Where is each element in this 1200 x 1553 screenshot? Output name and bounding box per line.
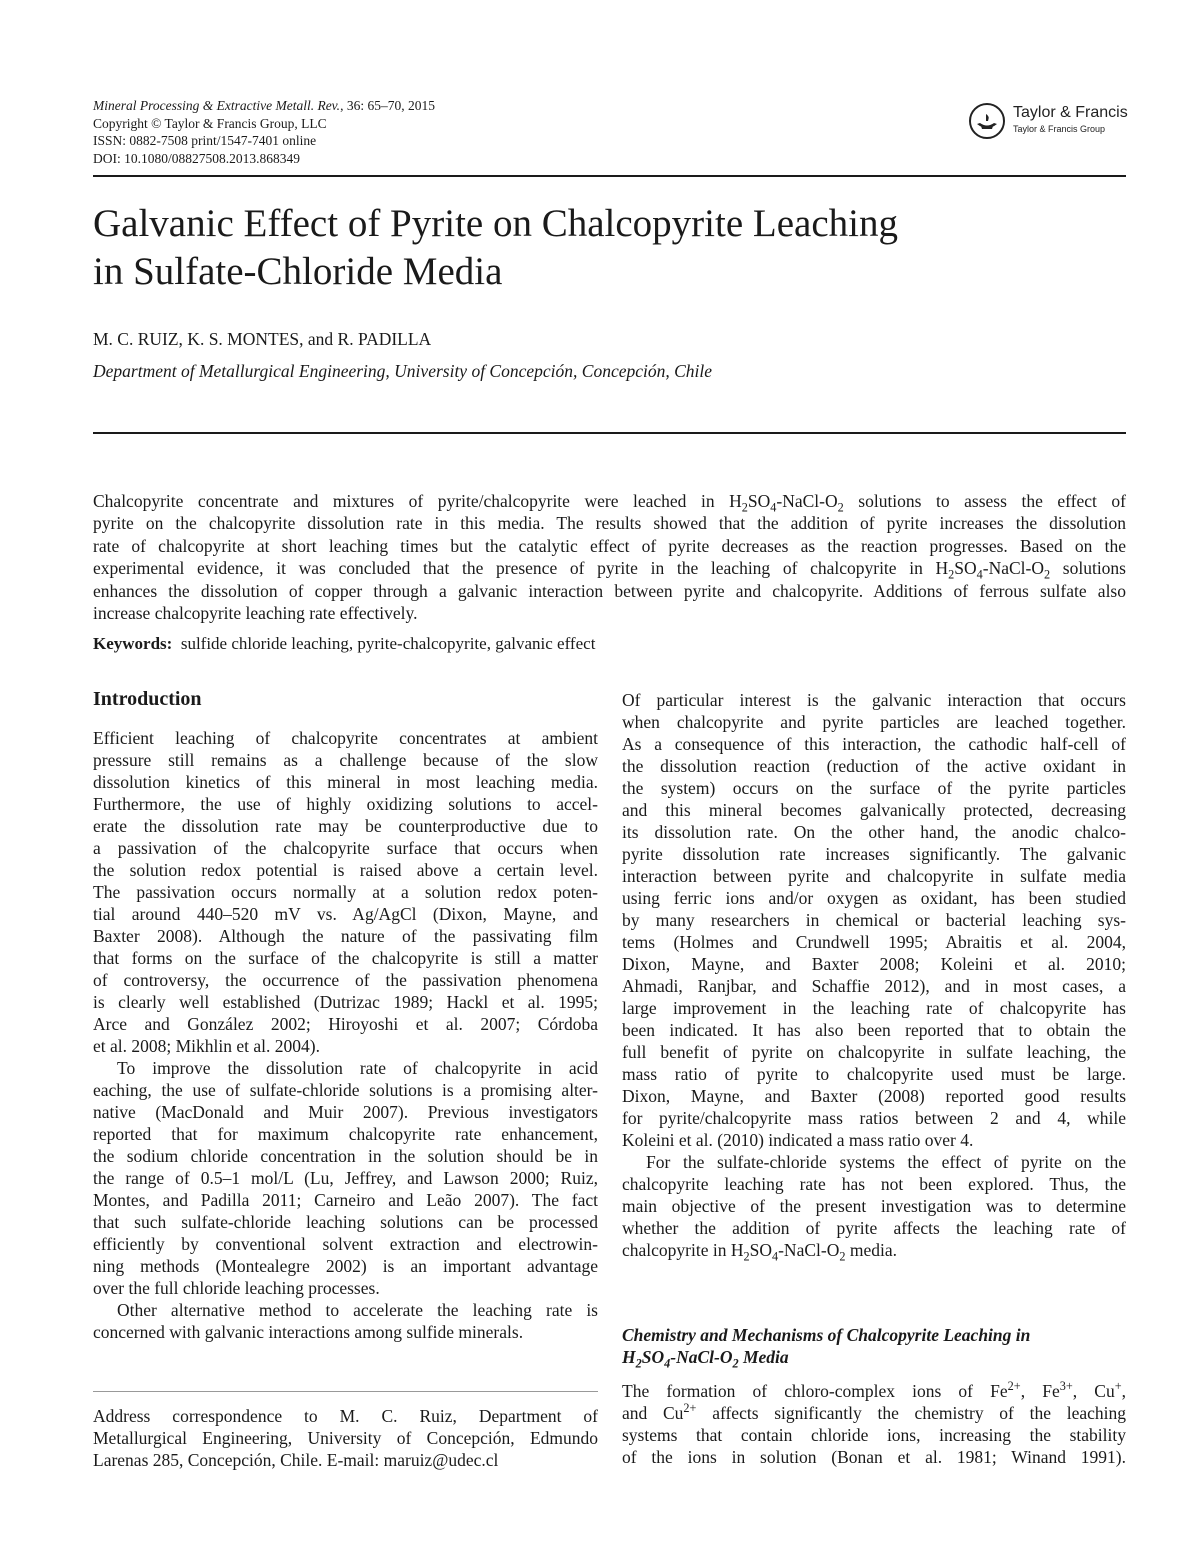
paragraph-line: The passivation occurs normally at a solution redox poten-: [93, 882, 598, 902]
paragraph-line: To improve the dissolution rate of chalcopyrite in acid: [117, 1058, 598, 1078]
paragraph-line: large improvement in the leaching rate of chalcopyrite has: [622, 998, 1126, 1018]
right-column-text: [622, 689, 1126, 1239]
paragraph-line: Furthermore, the use of highly oxidizing solutions to accel-: [93, 794, 598, 814]
title-line-1: Galvanic Effect of Pyrite on Chalcopyrite Leaching: [93, 202, 898, 245]
paragraph-line: and this mineral becomes galvanically protected, decreasing: [622, 800, 1126, 820]
paragraph-line: full benefit of pyrite on chalcopyrite in sulfate leaching, the: [622, 1042, 1126, 1062]
left-column-text: [93, 727, 598, 1343]
paragraph-line: Ahmadi, Ranjbar, and Schaffie 2012), and in most cases, a: [622, 976, 1126, 996]
abstract-line: enhances the dissolution of copper through a galvanic interaction between pyrite and chalcopyrite. Additions of ferrous sulfate also: [93, 580, 1126, 601]
paragraph-line: pyrite dissolution rate increases significantly. The galvanic: [622, 844, 1126, 864]
paragraph-line: For the sulfate-chloride systems the effect of pyrite on the: [646, 1152, 1126, 1172]
paragraph-line: As a consequence of this interaction, the cathodic half-cell of: [622, 734, 1126, 754]
paragraph-line: Montes, and Padilla 2011; Carneiro and Leão 2007). The fact: [93, 1190, 598, 1210]
paragraph-line: Baxter 2008). Although the nature of the passivating film: [93, 926, 598, 946]
paragraph-line: by many researchers in chemical or bacterial leaching sys-: [622, 910, 1126, 930]
heading-line: Chemistry and Mechanisms of Chalcopyrite Leaching in: [622, 1325, 1031, 1345]
paragraph-line: Of particular interest is the galvanic interaction that occurs: [622, 690, 1126, 710]
paragraph-line: interaction between pyrite and chalcopyrite in sulfate media: [622, 866, 1126, 886]
paragraph-line: that such sulfate-chloride leaching solutions can be processed: [93, 1212, 598, 1232]
chemistry-paragraph: [622, 1380, 1126, 1468]
paragraph-line: chalcopyrite leaching rate has not been explored. Thus, the: [622, 1174, 1126, 1194]
paragraph-line: and $Cu^{2+}$ affects significantly the chemistry of the leaching: [622, 1401, 1126, 1423]
paragraph-line: concerned with galvanic interactions among sulfide minerals.: [93, 1322, 524, 1342]
abstract-line: rate of chalcopyrite at short leaching times but the catalytic effect of pyrite decreases as the reaction progresses. Based on the: [93, 535, 1126, 556]
journal-metadata: [93, 97, 435, 167]
paragraph-line: the range of 0.5–1 mol/L (Lu, Jeffrey, and Lawson 2000; Ruiz,: [93, 1168, 598, 1188]
paragraph-line: Arce and González 2002; Hiroyoshi et al. 2007; Córdoba: [93, 1014, 598, 1034]
paragraph-line: dissolution kinetics of this mineral in most leaching media.: [93, 772, 598, 792]
paragraph-line: Koleini et al. (2010) indicated a mass ratio over 4.: [622, 1130, 974, 1150]
address-line: Metallurgical Engineering, University of Concepción, Edmundo: [93, 1428, 598, 1448]
paragraph-line: its dissolution rate. On the other hand, the anodic chalco-: [622, 822, 1126, 842]
header-divider: [93, 175, 1126, 177]
paragraph-line: efficiently by conventional solvent extraction and electrowin-: [93, 1234, 598, 1254]
paragraph-line: erate the dissolution rate may be counterproductive due to: [93, 816, 598, 836]
correspondence-address: [93, 1405, 598, 1471]
publisher-group: Taylor & Francis Group: [1013, 124, 1106, 134]
abstract: [93, 490, 1126, 624]
paragraph-line: of the ions in solution (Bonan et al. 1981; Winand 1991).: [622, 1447, 1126, 1467]
section-heading-chemistry: [622, 1324, 1031, 1371]
paragraph-line: The formation of chloro-complex ions of $Fe^{2+}$, $Fe^{3+}$, Cu+,: [622, 1379, 1126, 1401]
publisher-name: Taylor & Francis: [1013, 104, 1128, 121]
section-heading-introduction: Introduction: [93, 688, 202, 710]
paragraph-line: tial around 440–520 mV vs. Ag/AgCl (Dixon, Mayne, and: [93, 904, 598, 924]
paragraph-line: using ferric ions and/or oxygen as oxidant, has been studied: [622, 888, 1126, 908]
abstract-line: experimental evidence, it was concluded that the presence of pyrite in the leaching of chalcopyrite in $H_2SO_4-NaCl-O_2$ solutions: [93, 558, 1126, 582]
paragraph-line: Dixon, Mayne, and Baxter 2008; Koleini et al. 2010;: [622, 954, 1126, 974]
doi-line[interactable]: DOI: 10.1080/08827508.2013.868349: [93, 150, 300, 166]
paragraph-line: Other alternative method to accelerate the leaching rate is: [117, 1300, 598, 1320]
keywords: [93, 634, 595, 654]
paragraph-line: mass ratio of pyrite to chalcopyrite used must be large.: [622, 1064, 1126, 1084]
journal-name: Mineral Processing & Extractive Metall. Rev.: [93, 98, 341, 113]
paragraph-line: chalcopyrite in $H_2SO_4-NaCl-O_2$ media.: [622, 1240, 897, 1264]
publisher-logo: [968, 100, 1128, 144]
paragraph-line: that forms on the surface of the chalcopyrite is still a matter: [93, 948, 598, 968]
heading-line: $H_2SO_4-NaCl-O_2$ Media: [622, 1347, 789, 1371]
affiliation: Department of Metallurgical Engineering, University of Concepción, Concepción, Chile: [93, 361, 713, 381]
paragraph-line: native (MacDonald and Muir 2007). Previous investigators: [93, 1102, 598, 1122]
paragraph-line: Efficient leaching of chalcopyrite concentrates at ambient: [93, 728, 598, 748]
paragraph-line: the dissolution reaction (reduction of the active oxidant in: [622, 756, 1126, 776]
paragraph-line: ning methods (Montealegre 2002) is an important advantage: [93, 1256, 598, 1276]
paragraph-line: reported that for maximum chalcopyrite rate enhancement,: [93, 1124, 598, 1144]
paragraph-line: Dixon, Mayne, and Baxter (2008) reported good results: [622, 1086, 1126, 1106]
paragraph-line: over the full chloride leaching processes.: [93, 1278, 380, 1298]
paragraph-line: the solution redox potential is raised above a certain level.: [93, 860, 598, 880]
copyright-line: Copyright © Taylor & Francis Group, LLC: [93, 115, 327, 131]
paragraph-line: pressure still remains as a challenge because of the slow: [93, 750, 598, 770]
keywords-label: Keywords:: [93, 634, 173, 653]
address-line: Larenas 285, Concepción, Chile. E-mail: maruiz@udec.cl: [93, 1450, 499, 1470]
paragraph-line: the sodium chloride concentration in the solution should be in: [93, 1146, 598, 1166]
publisher-lamp-icon: [968, 102, 1006, 140]
abstract-line: Chalcopyrite concentrate and mixtures of pyrite/chalcopyrite were leached in $H_2SO_4-NaCl-O_2$ solutions to assess the effect of: [93, 491, 1126, 515]
paragraph-line: of controversy, the occurrence of the passivation phenomena: [93, 970, 598, 990]
paragraph-line: tems (Holmes and Crundwell 1995; Abraitis et al. 2004,: [622, 932, 1126, 952]
paragraph-line: whether the addition of pyrite affects the leaching rate of: [622, 1218, 1126, 1238]
abstract-line: increase chalcopyrite leaching rate effectively.: [93, 603, 418, 624]
paragraph-line: when chalcopyrite and pyrite particles are leached together.: [622, 712, 1126, 732]
paragraph-line: is clearly well established (Dutrizac 1989; Hackl et al. 1995;: [93, 992, 598, 1012]
address-line: Address correspondence to M. C. Ruiz, Department of: [93, 1406, 598, 1426]
paragraph-line: a passivation of the chalcopyrite surface that occurs when: [93, 838, 598, 858]
issn-line: ISSN: 0882-7508 print/1547-7401 online: [93, 133, 317, 148]
abstract-line: pyrite on the chalcopyrite dissolution rate in this media. The results showed that the addition of pyrite increases the dissolution: [93, 513, 1126, 534]
journal-volume: , 36: 65–70, 2015: [340, 98, 435, 113]
paragraph-line: eaching, the use of sulfate-chloride solutions is a promising alter-: [93, 1080, 598, 1100]
paper-title: [93, 200, 1123, 296]
abstract-top-divider: [93, 432, 1126, 434]
paragraph-line: been indicated. It has also been reported that to obtain the: [622, 1020, 1126, 1040]
paragraph-line: for pyrite/chalcopyrite mass ratios between 2 and 4, while: [622, 1108, 1126, 1128]
paragraph-line: the system) occurs on the surface of the pyrite particles: [622, 778, 1126, 798]
right-column-last-line: [622, 1239, 1126, 1264]
paragraph-line: main objective of the present investigation was to determine: [622, 1196, 1126, 1216]
paragraph-line: systems that contain chloride ions, increasing the stability: [622, 1425, 1126, 1445]
footnote-divider: [93, 1391, 598, 1392]
keywords-text: sulfide chloride leaching, pyrite-chalcopyrite, galvanic effect: [180, 634, 596, 653]
paragraph-line: et al. 2008; Mikhlin et al. 2004).: [93, 1036, 320, 1056]
title-line-2: in Sulfate-Chloride Media: [93, 250, 503, 293]
author-list: M. C. RUIZ, K. S. MONTES, and R. PADILLA: [93, 329, 432, 349]
journal-citation: [93, 97, 435, 115]
